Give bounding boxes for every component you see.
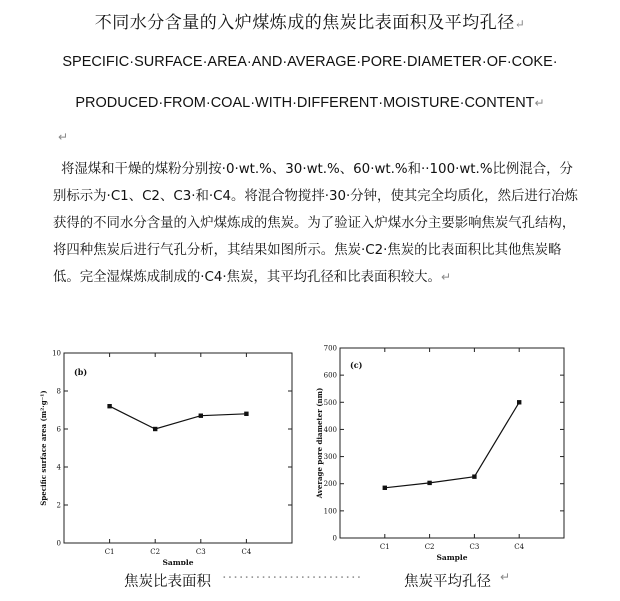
chart-average-pore-diameter [308,340,570,568]
y-tick-label: 2 [56,501,61,510]
data-point [472,474,476,478]
data-point [153,427,157,431]
title-english-line-2 [0,95,620,111]
chart-b-svg [38,345,300,565]
y-tick-label: 6 [56,425,61,434]
data-point [199,414,203,418]
x-axis-label: Sample [162,558,194,565]
panel-label: (b) [74,367,88,377]
y-tick-label: 300 [323,453,337,462]
y-tick-label: 10 [52,349,61,358]
caption-right: 焦炭平均孔径 [404,574,491,590]
x-tick-label: C4 [241,548,252,556]
y-tick-label: 500 [323,398,337,407]
data-point [107,404,111,408]
paragraph-mark: ↵ [500,570,511,584]
y-tick-label: 0 [56,539,61,548]
y-axis-label: Average pore diameter (nm) [315,387,324,499]
y-tick-label: 700 [323,344,337,353]
x-axis-label: Sample [436,553,468,562]
caption-dots: ························· [222,570,363,586]
panel-label: (c) [350,360,363,370]
data-point [244,412,248,416]
y-tick-label: 200 [323,480,337,489]
y-tick-label: 400 [323,425,337,434]
y-tick-label: 100 [323,507,337,516]
x-tick-label: C4 [514,543,525,551]
chart-c-svg [308,340,570,568]
y-tick-label: 0 [332,534,337,543]
paragraph-mark: ↵ [440,270,451,284]
y-tick-label: 600 [323,371,337,380]
plot-frame [64,353,292,543]
data-point [427,481,431,485]
caption-left: 焦炭比表面积 [124,574,211,590]
x-tick-label: C1 [104,548,115,556]
x-tick-label: C2 [150,548,161,556]
body-paragraph-text: 将湿煤和干燥的煤粉分别按·0·wt.%、30·wt.%、60·wt.%和··100·wt.%比例混合，分别标示为·C1、C2、C3·和·C4。将混合物搅拌·30·分钟，使其完全均质化，然后进行冶炼获得的不同水分含量的入炉煤炼成的焦炭。为了验证入炉煤水分主要影响焦炭气孔结构，将四种焦炭后进行气孔分析，其结果如图所示。焦炭·C2·焦炭的比表面积比其他焦炭略低。完全湿煤炼成制成的·C4·焦炭，其平均孔径和比表面积较大。 [53,162,578,285]
x-tick-label: C3 [469,543,480,551]
title-chinese [0,8,620,33]
data-point [383,486,387,490]
body-paragraph [53,156,585,291]
x-tick-label: C1 [379,543,390,551]
paragraph-mark: ↵ [514,17,526,31]
data-point [517,400,521,404]
paragraph-mark: ↵ [534,96,545,110]
plot-frame [340,348,564,538]
chart-specific-surface-area [38,345,300,565]
title-chinese-text: 不同水分含量的入炉煤炼成的焦炭比表面积及平均孔径 [94,13,515,33]
title-english-line-1 [0,54,620,70]
y-axis-label: Specific surface area (m²·g⁻¹) [39,390,48,506]
title-english-line-2-text: PRODUCED·FROM·COAL·WITH·DIFFERENT·MOISTURE·CONTENT [75,95,535,111]
title-english-line-1-text: SPECIFIC·SURFACE·AREA·AND·AVERAGE·PORE·DIAMETER·OF·COKE· [62,54,558,70]
y-tick-label: 8 [56,387,61,396]
x-tick-label: C2 [424,543,435,551]
y-tick-label: 4 [56,463,61,472]
empty-paragraph-mark: ↵ [58,130,69,144]
x-tick-label: C3 [195,548,206,556]
